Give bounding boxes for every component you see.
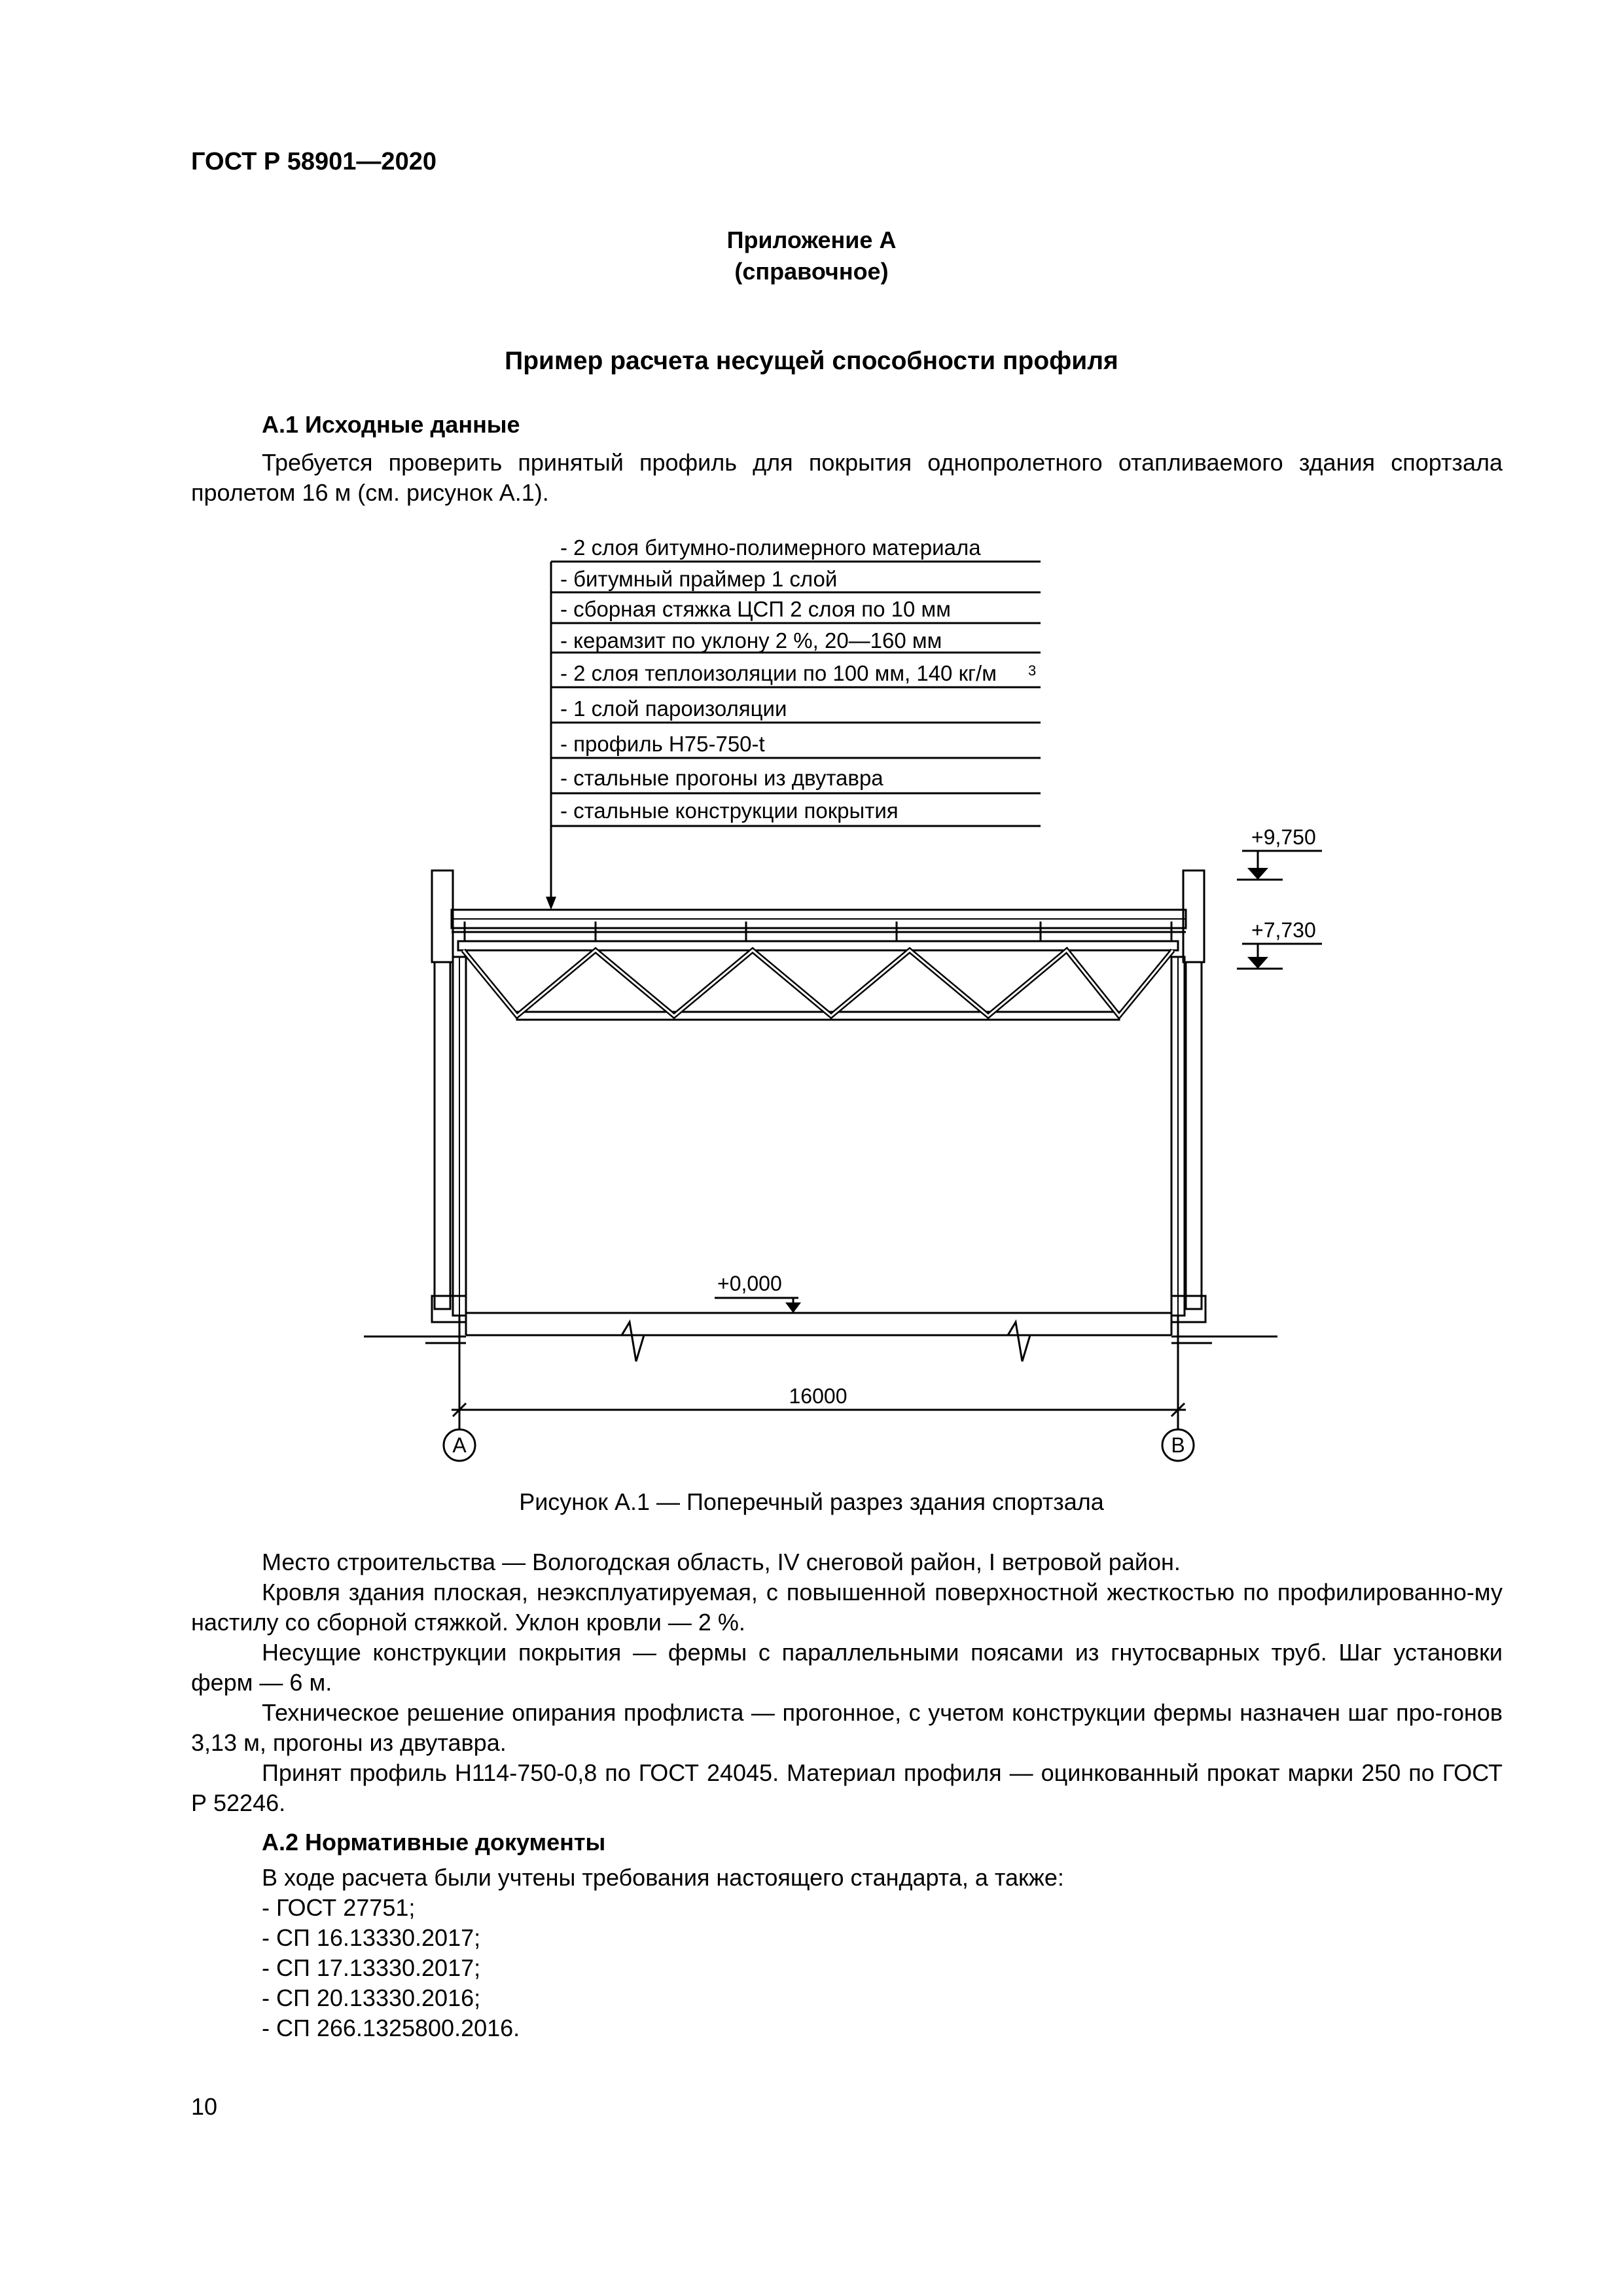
layer-label: - 2 слоя битумно-полимерного материала	[560, 535, 981, 560]
a2-intro-paragraph: В ходе расчета были учтены требования настоящего стандарта, а также:	[262, 1864, 1064, 1891]
unit-superscript: 3	[1028, 662, 1037, 679]
layer-label: - 1 слой пароизоляции	[560, 696, 787, 721]
elevation-mid-label: +7,730	[1251, 918, 1316, 942]
list-item: - СП 16.13330.2017;	[262, 1924, 481, 1951]
list-item: - СП 17.13330.2017;	[262, 1954, 481, 1981]
list-item: - ГОСТ 27751;	[262, 1894, 416, 1921]
body-paragraph: Принят профиль Н114-750-0,8 по ГОСТ 24045. Материал профиля — оцинкованный прокат марки 250 по ГОСТ Р 52246.	[191, 1759, 1503, 1816]
layer-label: - сборная стяжка ЦСП 2 слоя по 10 мм	[560, 597, 951, 621]
body-paragraph: Кровля здания плоская, неэксплуатируемая, с повышенной поверхностной жесткостью по профилированно-му настилу со сборной стяжкой. Уклон кровли — 2 %.	[191, 1579, 1503, 1636]
axis-b-label: В	[1171, 1433, 1185, 1457]
layer-label: - стальные конструкции покрытия	[560, 798, 899, 823]
appendix-type: (справочное)	[734, 258, 889, 285]
list-item: - СП 266.1325800.2016.	[262, 2015, 520, 2041]
layer-label: - профиль Н75-750-t	[560, 732, 765, 756]
figure-caption: Рисунок А.1 — Поперечный разрез здания спортзала	[519, 1488, 1104, 1515]
layer-label: - битумный праймер 1 слой	[560, 567, 838, 591]
elevation-zero-label: +0,000	[717, 1272, 782, 1295]
a1-intro-paragraph: Требуется проверить принятый профиль для покрытия однопролетного отапливаемого здания спортзала пролетом 16 м (см. рисунок А.1).	[191, 449, 1503, 506]
page-number: 10	[191, 2093, 218, 2120]
span-dimension-label: 16000	[789, 1384, 847, 1408]
section-title: Пример расчета несущей способности профиля	[505, 347, 1118, 375]
elevation-top-label: +9,750	[1251, 825, 1316, 849]
list-item: - СП 20.13330.2016;	[262, 1984, 481, 2011]
a2-heading: А.2 Нормативные документы	[262, 1829, 606, 1856]
a1-heading: А.1 Исходные данные	[262, 411, 520, 438]
building-section-figure	[0, 524, 1623, 1486]
body-paragraph: Техническое решение опирания профлиста — прогонное, с учетом конструкции фермы назначен шаг про-гонов 3,13 м, прогоны из двутавра.	[191, 1699, 1503, 1756]
body-paragraph: Место строительства — Вологодская область, IV снеговой район, I ветровой район.	[262, 1549, 1181, 1575]
body-paragraph: Несущие конструкции покрытия — фермы с параллельными поясами из гнутосварных труб. Шаг установки ферм — 6 м.	[191, 1639, 1503, 1696]
appendix-title: Приложение А	[726, 226, 897, 253]
layer-label: - 2 слоя теплоизоляции по 100 мм, 140 кг/м	[560, 661, 997, 685]
axis-a-label: А	[452, 1433, 467, 1457]
document-header: ГОСТ Р 58901—2020	[191, 148, 437, 175]
layer-label: - керамзит по уклону 2 %, 20—160 мм	[560, 628, 942, 653]
normative-documents-list	[262, 1893, 520, 2043]
layer-label: - стальные прогоны из двутавра	[560, 766, 883, 790]
